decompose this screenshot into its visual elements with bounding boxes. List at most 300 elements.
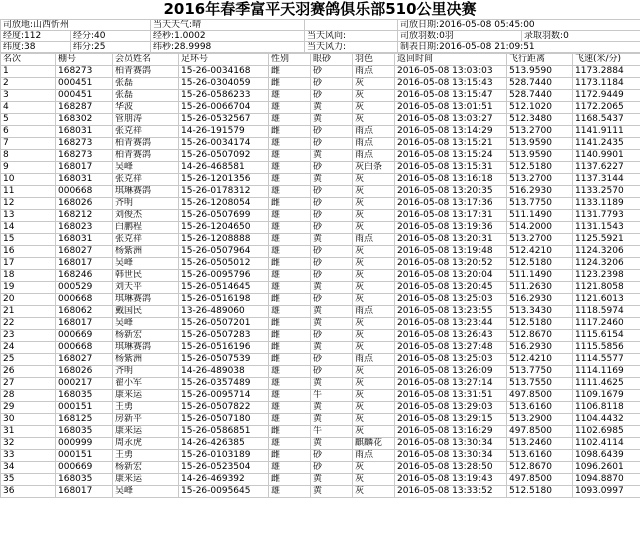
cell-feather-color: 灰 (353, 258, 395, 270)
cell-sex: 雄 (269, 162, 311, 174)
cell-sex: 雌 (269, 66, 311, 78)
cell-loft-id: 000217 (56, 378, 113, 390)
cell-eye: 砂 (311, 162, 353, 174)
cell-sex: 雄 (269, 390, 311, 402)
cell-rank: 20 (1, 294, 56, 306)
cell-feather-color: 灰 (353, 366, 395, 378)
cell-distance: 514.2000 (507, 222, 573, 234)
cell-speed: 1109.1679 (573, 390, 640, 402)
cell-member-name: 张磊 (113, 90, 179, 102)
cell-eye: 黄 (311, 306, 353, 318)
cell-loft-id: 168031 (56, 234, 113, 246)
cell-feather-color: 灰 (353, 426, 395, 438)
cell-member-name: 华波 (113, 102, 179, 114)
cell-ring-number: 15-26-1208054 (179, 198, 269, 210)
cell-member-name: 翟小军 (113, 378, 179, 390)
cell-member-name: 刘俊杰 (113, 210, 179, 222)
cell-feather-color: 雨点 (353, 234, 395, 246)
table-row (1, 306, 640, 318)
cell-member-name: 房新平 (113, 414, 179, 426)
cell-sex: 雄 (269, 414, 311, 426)
cell-sex: 雄 (269, 210, 311, 222)
cell-speed: 1133.2570 (573, 186, 640, 198)
table-row (1, 150, 640, 162)
cell-eye: 砂 (311, 294, 353, 306)
cell-distance: 512.5180 (507, 486, 573, 498)
cell-rank: 31 (1, 426, 56, 438)
cell-rank: 19 (1, 282, 56, 294)
col-distance: 飞行距离 (507, 54, 573, 66)
cell-feather-color: 麒麟花 (353, 438, 395, 450)
cell-return-time: 2016-05-08 13:19:48 (395, 246, 507, 258)
cell-distance: 513.2700 (507, 234, 573, 246)
cell-rank: 33 (1, 450, 56, 462)
cell-eye: 砂 (311, 246, 353, 258)
cell-ring-number: 15-26-0514645 (179, 282, 269, 294)
cell-ring-number: 15-26-0095796 (179, 270, 269, 282)
cell-return-time: 2016-05-08 13:28:50 (395, 462, 507, 474)
cell-rank: 21 (1, 306, 56, 318)
cell-feather-color: 灰 (353, 114, 395, 126)
cell-eye: 黄 (311, 402, 353, 414)
cell-speed: 1111.4625 (573, 378, 640, 390)
cell-distance: 528.7440 (507, 90, 573, 102)
cell-member-name: 吴峰 (113, 258, 179, 270)
cell-speed: 1140.9901 (573, 150, 640, 162)
cell-rank: 25 (1, 354, 56, 366)
table-row (1, 438, 640, 450)
cell-ring-number: 15-26-0516198 (179, 294, 269, 306)
cell-rank: 18 (1, 270, 56, 282)
cell-ring-number: 15-26-0357489 (179, 378, 269, 390)
cell-loft-id: 000451 (56, 78, 113, 90)
cell-member-name: 王勇 (113, 402, 179, 414)
cell-eye: 黄 (311, 234, 353, 246)
cell-distance: 516.2930 (507, 342, 573, 354)
cell-member-name: 康来运 (113, 474, 179, 486)
cell-ring-number: 15-26-0507201 (179, 318, 269, 330)
cell-eye: 砂 (311, 138, 353, 150)
cell-distance: 497.8500 (507, 426, 573, 438)
cell-loft-id: 168017 (56, 162, 113, 174)
table-row (1, 102, 640, 114)
cell-ring-number: 15-26-0507822 (179, 402, 269, 414)
col-feather-color: 羽色 (353, 54, 395, 66)
cell-speed: 1141.9111 (573, 126, 640, 138)
cell-feather-color: 灰 (353, 246, 395, 258)
cell-sex: 雄 (269, 462, 311, 474)
cell-eye: 砂 (311, 270, 353, 282)
col-member-name: 会员姓名 (113, 54, 179, 66)
table-row (1, 426, 640, 438)
cell-speed: 1123.2398 (573, 270, 640, 282)
cell-member-name: 杨新宏 (113, 330, 179, 342)
cell-loft-id: 168273 (56, 150, 113, 162)
cell-sex: 雌 (269, 318, 311, 330)
cell-speed: 1102.4114 (573, 438, 640, 450)
cell-distance: 512.8670 (507, 462, 573, 474)
cell-eye: 砂 (311, 258, 353, 270)
cell-ring-number: 15-26-0034168 (179, 66, 269, 78)
cell-speed: 1133.1189 (573, 198, 640, 210)
cell-rank: 14 (1, 222, 56, 234)
cell-ring-number: 15-26-0523504 (179, 462, 269, 474)
cell-speed: 1173.1184 (573, 78, 640, 90)
longitude: 经度:112 (1, 31, 71, 42)
cell-distance: 512.8670 (507, 330, 573, 342)
cell-rank: 10 (1, 174, 56, 186)
cell-rank: 23 (1, 330, 56, 342)
cell-eye: 黄 (311, 102, 353, 114)
cell-loft-id: 168212 (56, 210, 113, 222)
cell-loft-id: 168017 (56, 486, 113, 498)
cell-rank: 6 (1, 126, 56, 138)
cell-return-time: 2016-05-08 13:20:52 (395, 258, 507, 270)
cell-distance: 528.7440 (507, 78, 573, 90)
info-empty-cell (305, 20, 398, 31)
page-title: 2016年春季富平天羽赛鸽俱乐部510公里决赛 (163, 0, 477, 18)
cell-feather-color: 灰 (353, 198, 395, 210)
cell-member-name: 柏青赛鸽 (113, 66, 179, 78)
cell-distance: 512.5180 (507, 258, 573, 270)
table-row (1, 90, 640, 102)
cell-return-time: 2016-05-08 13:20:45 (395, 282, 507, 294)
cell-speed: 1137.6227 (573, 162, 640, 174)
cell-eye: 砂 (311, 126, 353, 138)
table-row (1, 126, 640, 138)
cell-rank: 9 (1, 162, 56, 174)
cell-feather-color: 灰 (353, 102, 395, 114)
cell-return-time: 2016-05-08 13:17:36 (395, 198, 507, 210)
race-info-table (0, 19, 640, 53)
cell-ring-number: 15-26-0034174 (179, 138, 269, 150)
cell-sex: 雌 (269, 354, 311, 366)
cell-speed: 1124.3206 (573, 258, 640, 270)
cell-speed: 1168.5437 (573, 114, 640, 126)
cell-feather-color: 灰 (353, 210, 395, 222)
cell-rank: 35 (1, 474, 56, 486)
cell-loft-id: 168035 (56, 426, 113, 438)
cell-distance: 513.6160 (507, 402, 573, 414)
table-row (1, 474, 640, 486)
table-row (1, 210, 640, 222)
cell-sex: 雄 (269, 246, 311, 258)
cell-sex: 雄 (269, 102, 311, 114)
cell-distance: 511.2630 (507, 282, 573, 294)
cell-return-time: 2016-05-08 13:19:36 (395, 222, 507, 234)
cell-ring-number: 15-26-0066704 (179, 102, 269, 114)
cell-eye: 黄 (311, 174, 353, 186)
cell-ring-number: 14-26-426385 (179, 438, 269, 450)
cell-loft-id: 000669 (56, 462, 113, 474)
cell-eye: 黄 (311, 342, 353, 354)
cell-loft-id: 000668 (56, 186, 113, 198)
cell-return-time: 2016-05-08 13:23:55 (395, 306, 507, 318)
cell-feather-color: 雨点 (353, 306, 395, 318)
cell-sex: 雄 (269, 486, 311, 498)
wind-power: 当天风力: (305, 42, 398, 53)
info-row-3 (1, 42, 640, 53)
cell-member-name: 管朋涛 (113, 114, 179, 126)
latitude-minutes: 纬分:25 (71, 42, 151, 53)
cell-return-time: 2016-05-08 13:29:03 (395, 402, 507, 414)
cell-return-time: 2016-05-08 13:15:43 (395, 78, 507, 90)
cell-eye: 砂 (311, 210, 353, 222)
cell-feather-color: 灰 (353, 282, 395, 294)
cell-return-time: 2016-05-08 13:20:04 (395, 270, 507, 282)
cell-sex: 雄 (269, 438, 311, 450)
cell-return-time: 2016-05-08 13:15:21 (395, 138, 507, 150)
cell-rank: 13 (1, 210, 56, 222)
table-row (1, 162, 640, 174)
cell-speed: 1141.2435 (573, 138, 640, 150)
cell-member-name: 康来运 (113, 390, 179, 402)
cell-feather-color: 灰 (353, 474, 395, 486)
cell-member-name: 张克祥 (113, 234, 179, 246)
cell-feather-color: 雨点 (353, 66, 395, 78)
cell-speed: 1093.0997 (573, 486, 640, 498)
cell-eye: 黄 (311, 114, 353, 126)
table-row (1, 270, 640, 282)
cell-sex: 雄 (269, 270, 311, 282)
cell-rank: 29 (1, 402, 56, 414)
cell-return-time: 2016-05-08 13:15:31 (395, 162, 507, 174)
col-return-time: 返回时间 (395, 54, 507, 66)
cell-return-time: 2016-05-08 13:30:34 (395, 450, 507, 462)
cell-distance: 513.9590 (507, 150, 573, 162)
cell-speed: 1114.5577 (573, 354, 640, 366)
weather: 当天天气:晴 (151, 20, 305, 31)
cell-speed: 1121.6013 (573, 294, 640, 306)
cell-ring-number: 15-26-0304059 (179, 78, 269, 90)
cell-rank: 32 (1, 438, 56, 450)
cell-speed: 1096.2601 (573, 462, 640, 474)
cell-member-name: 杨紫洲 (113, 246, 179, 258)
cell-feather-color: 灰 (353, 294, 395, 306)
cell-rank: 27 (1, 378, 56, 390)
cell-ring-number: 15-26-0507180 (179, 414, 269, 426)
cell-distance: 513.9590 (507, 66, 573, 78)
table-row (1, 174, 640, 186)
table-row (1, 450, 640, 462)
col-rank: 名次 (1, 54, 56, 66)
collect-count: 录取羽数:0 (522, 31, 640, 42)
cell-member-name: 刘天平 (113, 282, 179, 294)
cell-ring-number: 15-26-1201356 (179, 174, 269, 186)
cell-feather-color: 灰 (353, 270, 395, 282)
cell-return-time: 2016-05-08 13:27:48 (395, 342, 507, 354)
release-place: 司放地:山西忻州 (1, 20, 151, 31)
table-row (1, 378, 640, 390)
cell-rank: 1 (1, 66, 56, 78)
cell-ring-number: 15-26-0507539 (179, 354, 269, 366)
cell-sex: 雄 (269, 234, 311, 246)
cell-member-name: 杨紫洲 (113, 354, 179, 366)
cell-member-name: 韩世民 (113, 270, 179, 282)
cell-ring-number: 14-26-191579 (179, 126, 269, 138)
cell-return-time: 2016-05-08 13:03:03 (395, 66, 507, 78)
cell-eye: 砂 (311, 330, 353, 342)
longitude-minutes: 经分:40 (71, 31, 151, 42)
table-row (1, 282, 640, 294)
cell-distance: 513.7550 (507, 378, 573, 390)
cell-return-time: 2016-05-08 13:20:31 (395, 234, 507, 246)
cell-return-time: 2016-05-08 13:26:09 (395, 366, 507, 378)
cell-member-name: 王勇 (113, 450, 179, 462)
cell-ring-number: 15-26-1204650 (179, 222, 269, 234)
cell-feather-color: 灰 (353, 330, 395, 342)
cell-feather-color: 灰 (353, 318, 395, 330)
cell-feather-color: 灰白条 (353, 162, 395, 174)
col-speed: 飞速(米/分) (573, 54, 640, 66)
cell-ring-number: 14-26-489038 (179, 366, 269, 378)
cell-sex: 雄 (269, 90, 311, 102)
cell-feather-color: 灰 (353, 174, 395, 186)
cell-ring-number: 15-26-0103189 (179, 450, 269, 462)
release-date: 司放日期:2016-05-08 05:45:00 (398, 20, 640, 31)
cell-return-time: 2016-05-08 13:25:03 (395, 354, 507, 366)
cell-eye: 砂 (311, 222, 353, 234)
cell-return-time: 2016-05-08 13:29:15 (395, 414, 507, 426)
cell-loft-id: 000669 (56, 330, 113, 342)
col-sex: 性别 (269, 54, 311, 66)
cell-feather-color: 灰 (353, 186, 395, 198)
cell-sex: 雄 (269, 138, 311, 150)
cell-speed: 1118.5974 (573, 306, 640, 318)
cell-rank: 12 (1, 198, 56, 210)
cell-return-time: 2016-05-08 13:15:47 (395, 90, 507, 102)
cell-sex: 雌 (269, 342, 311, 354)
cell-eye: 砂 (311, 78, 353, 90)
cell-speed: 1137.3144 (573, 174, 640, 186)
cell-loft-id: 168273 (56, 66, 113, 78)
cell-member-name: 齐明 (113, 366, 179, 378)
cell-ring-number: 15-26-0586851 (179, 426, 269, 438)
cell-loft-id: 168026 (56, 366, 113, 378)
cell-return-time: 2016-05-08 13:31:51 (395, 390, 507, 402)
col-eye: 眼砂 (311, 54, 353, 66)
cell-rank: 8 (1, 150, 56, 162)
cell-member-name: 吴峰 (113, 162, 179, 174)
cell-ring-number: 15-26-0095645 (179, 486, 269, 498)
cell-distance: 512.3480 (507, 114, 573, 126)
cell-distance: 513.3430 (507, 306, 573, 318)
table-row (1, 114, 640, 126)
cell-rank: 5 (1, 114, 56, 126)
cell-speed: 1172.2065 (573, 102, 640, 114)
cell-distance: 512.1020 (507, 102, 573, 114)
cell-rank: 3 (1, 90, 56, 102)
cell-speed: 1104.4432 (573, 414, 640, 426)
cell-sex: 雄 (269, 282, 311, 294)
cell-return-time: 2016-05-08 13:14:29 (395, 126, 507, 138)
cell-distance: 513.2900 (507, 414, 573, 426)
made-date: 制表日期:2016-05-08 21:09:51 (398, 42, 640, 53)
cell-return-time: 2016-05-08 13:30:34 (395, 438, 507, 450)
table-row (1, 354, 640, 366)
cell-sex: 雄 (269, 378, 311, 390)
cell-loft-id: 168027 (56, 354, 113, 366)
cell-sex: 雄 (269, 114, 311, 126)
cell-speed: 1102.6985 (573, 426, 640, 438)
cell-ring-number: 14-26-468581 (179, 162, 269, 174)
longitude-seconds: 经秒:1.0002 (151, 31, 305, 42)
cell-feather-color: 灰 (353, 78, 395, 90)
cell-rank: 4 (1, 102, 56, 114)
cell-sex: 雄 (269, 186, 311, 198)
cell-rank: 7 (1, 138, 56, 150)
cell-loft-id: 168017 (56, 318, 113, 330)
cell-distance: 513.9590 (507, 138, 573, 150)
cell-distance: 513.2700 (507, 126, 573, 138)
cell-member-name: 周永虎 (113, 438, 179, 450)
cell-eye: 砂 (311, 366, 353, 378)
cell-speed: 1106.8118 (573, 402, 640, 414)
cell-speed: 1098.6439 (573, 450, 640, 462)
cell-return-time: 2016-05-08 13:20:35 (395, 186, 507, 198)
cell-return-time: 2016-05-08 13:16:18 (395, 174, 507, 186)
cell-return-time: 2016-05-08 13:03:27 (395, 114, 507, 126)
cell-sex: 雌 (269, 330, 311, 342)
wind-direction: 当天风向: (305, 31, 398, 42)
cell-feather-color: 雨点 (353, 126, 395, 138)
cell-loft-id: 168062 (56, 306, 113, 318)
cell-feather-color: 雨点 (353, 138, 395, 150)
cell-loft-id: 168031 (56, 126, 113, 138)
cell-loft-id: 168302 (56, 114, 113, 126)
cell-speed: 1114.1169 (573, 366, 640, 378)
cell-rank: 34 (1, 462, 56, 474)
cell-member-name: 吴峰 (113, 318, 179, 330)
cell-loft-id: 000151 (56, 402, 113, 414)
cell-loft-id: 168031 (56, 174, 113, 186)
table-row (1, 318, 640, 330)
cell-distance: 497.8500 (507, 474, 573, 486)
cell-distance: 516.2930 (507, 294, 573, 306)
col-ring-number: 足环号 (179, 54, 269, 66)
cell-eye: 牛 (311, 426, 353, 438)
cell-distance: 512.5180 (507, 318, 573, 330)
cell-rank: 22 (1, 318, 56, 330)
cell-return-time: 2016-05-08 13:33:52 (395, 486, 507, 498)
table-row (1, 222, 640, 234)
cell-member-name: 琪琳赛鸽 (113, 342, 179, 354)
cell-rank: 28 (1, 390, 56, 402)
cell-member-name: 张克祥 (113, 126, 179, 138)
table-row (1, 462, 640, 474)
cell-distance: 512.5180 (507, 162, 573, 174)
cell-loft-id: 168287 (56, 102, 113, 114)
info-row-2 (1, 31, 640, 42)
cell-return-time: 2016-05-08 13:16:29 (395, 426, 507, 438)
cell-speed: 1125.5921 (573, 234, 640, 246)
cell-sex: 雌 (269, 294, 311, 306)
cell-loft-id: 000668 (56, 342, 113, 354)
cell-distance: 513.7750 (507, 198, 573, 210)
col-loft-id: 棚号 (56, 54, 113, 66)
cell-return-time: 2016-05-08 13:27:14 (395, 378, 507, 390)
cell-member-name: 琪琳赛鸽 (113, 294, 179, 306)
cell-sex: 雄 (269, 174, 311, 186)
cell-member-name: 戴国民 (113, 306, 179, 318)
cell-member-name: 杨新宏 (113, 462, 179, 474)
cell-loft-id: 168027 (56, 246, 113, 258)
table-row (1, 138, 640, 150)
table-row (1, 234, 640, 246)
cell-distance: 511.1490 (507, 270, 573, 282)
cell-rank: 17 (1, 258, 56, 270)
table-row (1, 246, 640, 258)
